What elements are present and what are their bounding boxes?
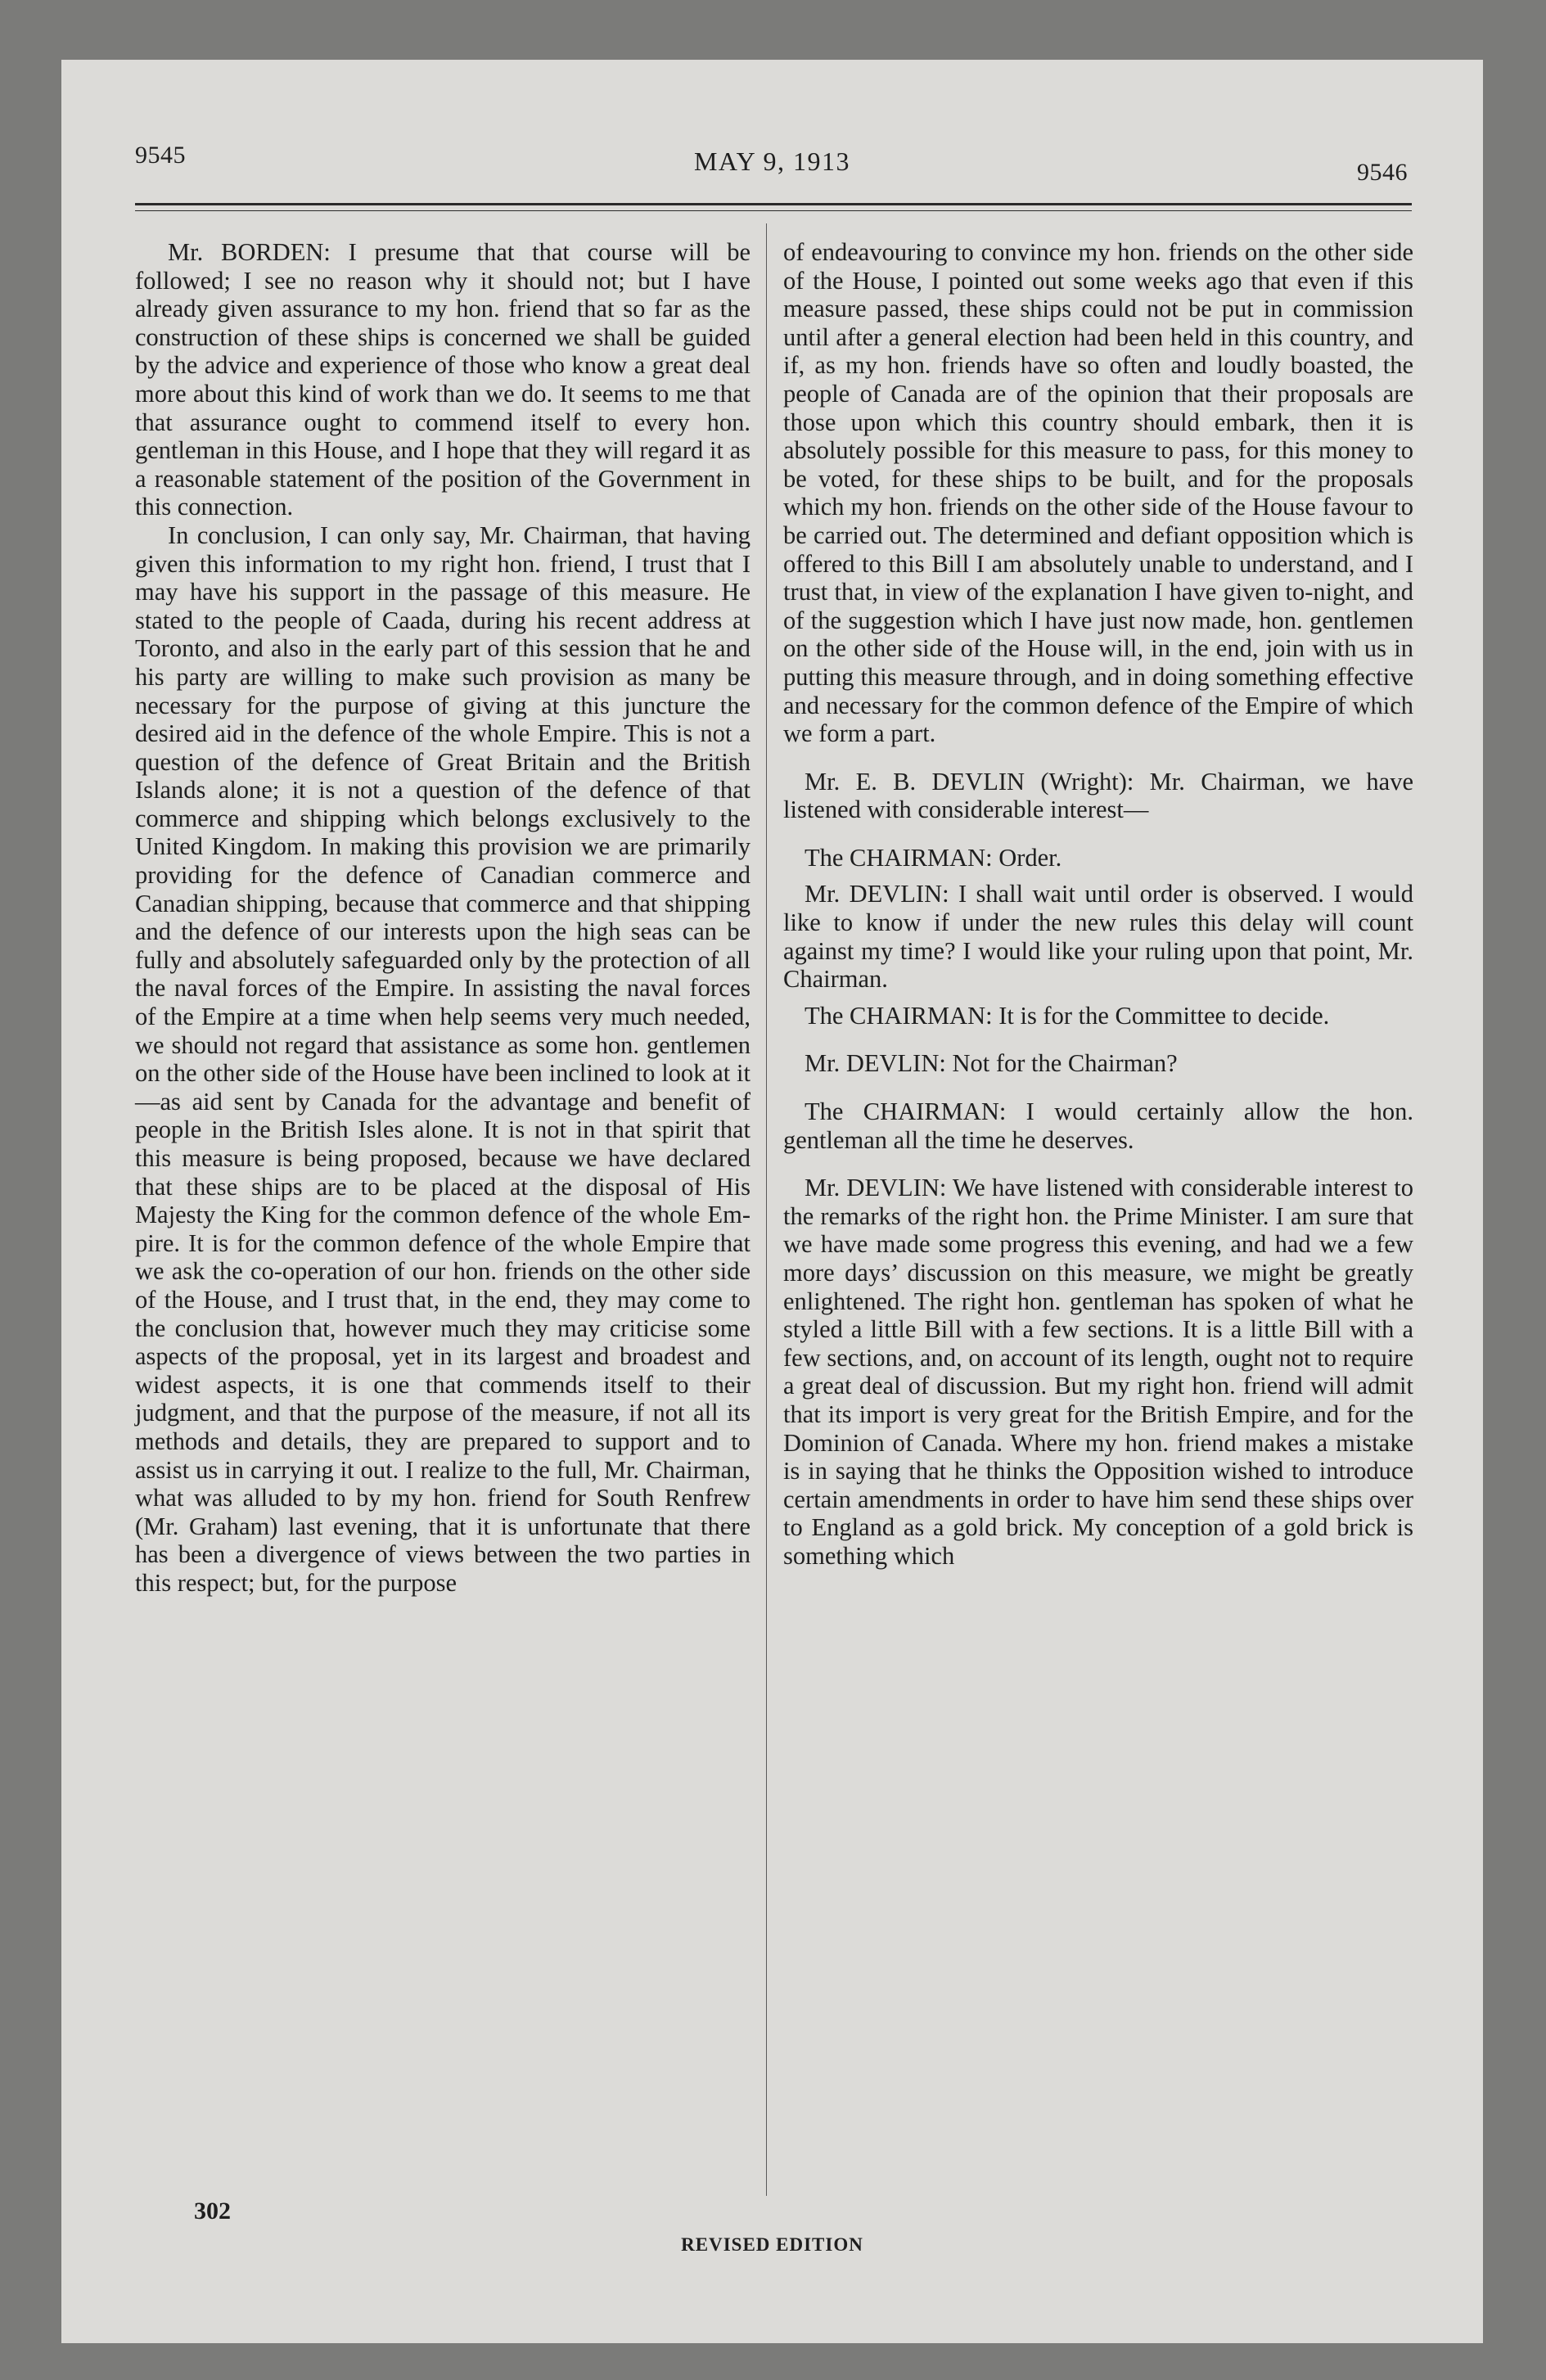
header-rule-thick — [135, 203, 1412, 205]
page-date: MAY 9, 1913 — [693, 146, 851, 176]
paragraph: In conclusion, I can only say, Mr. Chairman, that having given this information to my right hon. friend, I trust that I may have his support in the passage of this measure. He stated to the people of Caada, during his recent address at Toronto, and also in the early part of this session that he and his party are willing to make such provision as many be necessary for the purpose of giving at this juncture the desired aid in the defence of the whole Empire. This is not a question of the defence of Great Britain and the British Islands alone; it is not a question of the defence of that commerce and shipping which belongs exclusively to the United Kingdom. In making this provision we are primarily providing for the defence of Canadian commerce and Canadian shipping, because that commerce and that shipping and the defence of our interests upon the high seas can be fully and absolutely safeguarded only by the protection of all the naval forces of the Empire. In assisting the naval forces of the Empire at a time when help seems very much needed, we should not regard that assistance as some hon. gentlemen on the other side of the House have been inclined to look at it—as aid sent by Canada for the advantage and benefit of people in the British Isles alone. It is not in that spirit that this measure is being proposed, because we have declared that these ships are to be placed at the disposal of His Majesty the King for the common defence of the whole Empire. It is for the common defence of the whole Empire that we ask the co-operation of our hon. friends on the other side of the House, and I trust that, in the end, they may come to the conclusion that, however much they may criticise some aspects of the proposal, yet in its largest and broadest and widest aspects, it is one that commends itself to their judgment, and that the purpose of the measure, if not all its methods and details, they are prepared to support and to assist us in carrying it out. I realize to the full, Mr. Chairman, what was alluded to by my hon. friend for South Renfrew (Mr. Graham) last evening, that it is unfortunate that there has been a divergence of views between the two parties in this respect; but, for the purpose — [135, 521, 750, 1597]
page-number-right: 9546 — [1357, 159, 1408, 186]
right-column — [783, 238, 1413, 1571]
paragraph: Mr. DEVLIN: I shall wait until order is observed. I would like to know if under the new rules this delay will count against my time? I would like your ruling upon that point, Mr. Chairman. — [783, 880, 1413, 994]
header-rule-thin — [135, 210, 1412, 211]
column-divider — [766, 223, 767, 2196]
paragraph: Mr. DEVLIN: We have listened with considerable interest to the remarks of the right hon. the Prime Minister. I am sure that we have made some progress this evening, and had we a few more days’ discussion on this measure, we might be greatly enlightened. The right hon. gentleman has spoken of what he styled a little Bill with a few sections. It is a little Bill with a few sections, and, on account of its length, ought not to require a great deal of discussion. But my right hon. friend will admit that its import is very great for the British Empire, and for the Dominion of Canada. Where my hon. friend makes a mistake is in saying that he thinks the Opposition wished to introduce certain amendments in order to have him send these ships over to England as a gold brick. My conception of a gold brick is something which — [783, 1174, 1413, 1570]
document-page — [61, 60, 1483, 2343]
paragraph: The CHAIRMAN: It is for the Committee to decide. — [805, 1001, 1330, 1030]
paragraph: Mr. BORDEN: I presume that that course will be followed; I see no reason why it should not; but I have already given assurance to my hon. friend that so far as the construction of these ships is concerned we shall be guided by the advice and experience of those who know a great deal more about this kind of work than we do. It seems to me that that assurance ought to commend itself to every hon. gentleman in this House, and I hope that they will regard it as a reasonable statement of the position of the Government in this connection. — [135, 238, 750, 521]
paragraph: The CHAIRMAN: I would certainly allow the hon. gentleman all the time he deserves. — [783, 1098, 1413, 1154]
page-number-left: 9545 — [135, 142, 186, 169]
footer-edition: REVISED EDITION — [681, 2234, 863, 2255]
paragraph: of endeavouring to convince my hon. friends on the other side of the House, I pointed out some weeks ago that even if this measure passed, these ships could not be put in commission until after a general election had been held in this country, and if, as my hon. friends have so often and loudly boasted, the people of Canada are of the opinion that their proposals are those upon which this country should embark, then it is absolutely possible for this measure to pass, for this money to be voted, for these ships to be built, and for the proposals which my hon. friends on the other side of the House favour to be carried out. The determined and defiant opposition which is offered to this Bill I am absolutely unable to understand, and I trust that, in view of the explanation I have given to-night, and of the suggestion which I have just now made, hon. gentlemen on the other side of the House will, in the end, join with us in putting this measure through, and in doing something effective and necessary for the common defence of the Empire of which we form a part. — [783, 238, 1413, 748]
signature-number: 302 — [194, 2197, 231, 2224]
left-column — [135, 238, 750, 1598]
paragraph: Mr. DEVLIN: Not for the Chairman? — [805, 1049, 1178, 1078]
paragraph: Mr. E. B. DEVLIN (Wright): Mr. Chairman, we have listened with considerable interest— — [783, 767, 1413, 824]
paragraph: The CHAIRMAN: Order. — [805, 843, 1062, 872]
